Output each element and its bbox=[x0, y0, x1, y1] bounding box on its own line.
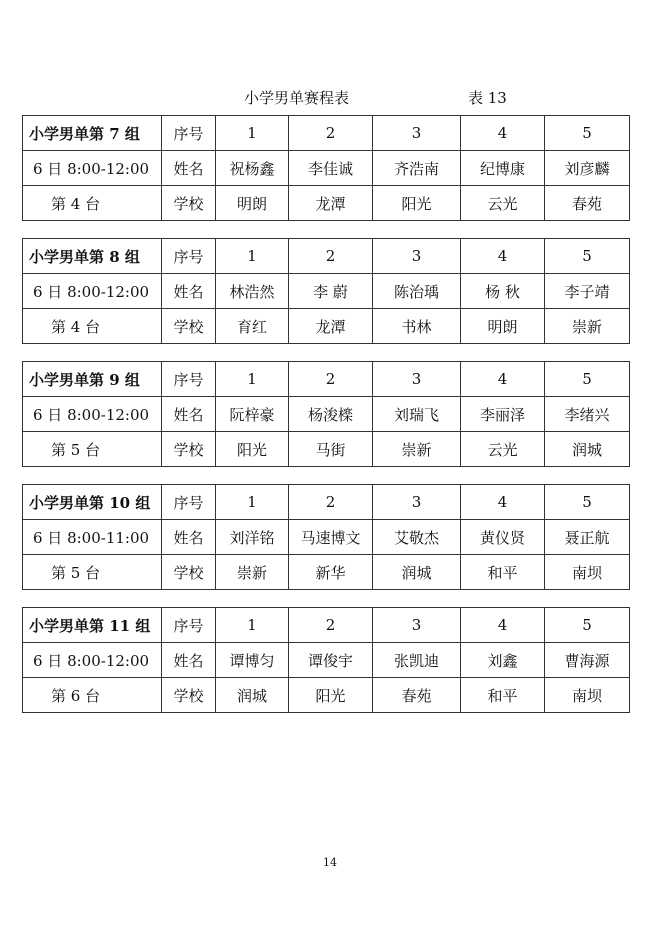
seq-row bbox=[23, 239, 630, 274]
school-row bbox=[23, 309, 630, 344]
seq-cell: 2 bbox=[289, 239, 373, 274]
player-name-cell: 艾敬杰 bbox=[373, 520, 461, 555]
name-label: 姓名 bbox=[162, 274, 216, 309]
school-cell: 润城 bbox=[373, 555, 461, 590]
seq-row bbox=[23, 362, 630, 397]
seq-cell: 1 bbox=[216, 608, 289, 643]
seq-cell: 1 bbox=[216, 362, 289, 397]
page-title: 小学男单赛程表 bbox=[244, 89, 350, 107]
player-name-cell: 黄仪贤 bbox=[461, 520, 545, 555]
seq-cell: 3 bbox=[373, 608, 461, 643]
player-name-cell: 李绪兴 bbox=[545, 397, 630, 432]
seq-label: 序号 bbox=[162, 608, 216, 643]
player-name-cell: 祝杨鑫 bbox=[216, 151, 289, 186]
group-title: 小学男单第 10 组 bbox=[23, 485, 162, 520]
player-name-cell: 刘彦麟 bbox=[545, 151, 630, 186]
seq-cell: 4 bbox=[461, 608, 545, 643]
player-name-cell: 李丽泽 bbox=[461, 397, 545, 432]
player-name-cell: 杨 秋 bbox=[461, 274, 545, 309]
table-location: 第 4 台 bbox=[23, 309, 162, 344]
player-name-cell: 李子靖 bbox=[545, 274, 630, 309]
player-name-cell: 张凯迪 bbox=[373, 643, 461, 678]
table-location: 第 5 台 bbox=[23, 432, 162, 467]
name-row bbox=[23, 643, 630, 678]
group-table bbox=[22, 484, 630, 590]
player-name-cell: 谭博匀 bbox=[216, 643, 289, 678]
school-cell: 春苑 bbox=[545, 186, 630, 221]
seq-cell: 3 bbox=[373, 485, 461, 520]
seq-cell: 1 bbox=[216, 116, 289, 151]
school-cell: 崇新 bbox=[373, 432, 461, 467]
player-name-cell: 聂正航 bbox=[545, 520, 630, 555]
school-cell: 龙潭 bbox=[289, 309, 373, 344]
seq-cell: 1 bbox=[216, 485, 289, 520]
player-name-cell: 马速博文 bbox=[289, 520, 373, 555]
match-time: 6 日 8:00-12:00 bbox=[23, 274, 162, 309]
player-name-cell: 刘鑫 bbox=[461, 643, 545, 678]
seq-label: 序号 bbox=[162, 485, 216, 520]
seq-cell: 4 bbox=[461, 239, 545, 274]
name-label: 姓名 bbox=[162, 151, 216, 186]
school-cell: 书林 bbox=[373, 309, 461, 344]
seq-cell: 5 bbox=[545, 608, 630, 643]
school-cell: 新华 bbox=[289, 555, 373, 590]
match-time: 6 日 8:00-11:00 bbox=[23, 520, 162, 555]
table-number: 表 13 bbox=[468, 89, 507, 107]
school-cell: 崇新 bbox=[216, 555, 289, 590]
school-cell: 明朗 bbox=[216, 186, 289, 221]
table-location: 第 5 台 bbox=[23, 555, 162, 590]
school-cell: 阳光 bbox=[373, 186, 461, 221]
player-name-cell: 陈治瑀 bbox=[373, 274, 461, 309]
name-row bbox=[23, 520, 630, 555]
school-row bbox=[23, 555, 630, 590]
seq-cell: 5 bbox=[545, 362, 630, 397]
group-title: 小学男单第 9 组 bbox=[23, 362, 162, 397]
school-cell: 和平 bbox=[461, 678, 545, 713]
seq-cell: 2 bbox=[289, 608, 373, 643]
seq-cell: 5 bbox=[545, 485, 630, 520]
group-title: 小学男单第 8 组 bbox=[23, 239, 162, 274]
seq-row bbox=[23, 116, 630, 151]
table-location: 第 6 台 bbox=[23, 678, 162, 713]
seq-cell: 4 bbox=[461, 116, 545, 151]
seq-cell: 2 bbox=[289, 362, 373, 397]
school-cell: 阳光 bbox=[216, 432, 289, 467]
school-cell: 和平 bbox=[461, 555, 545, 590]
school-cell: 崇新 bbox=[545, 309, 630, 344]
school-label: 学校 bbox=[162, 678, 216, 713]
player-name-cell: 李 蔚 bbox=[289, 274, 373, 309]
school-label: 学校 bbox=[162, 432, 216, 467]
school-cell: 南坝 bbox=[545, 678, 630, 713]
name-label: 姓名 bbox=[162, 643, 216, 678]
group-title: 小学男单第 11 组 bbox=[23, 608, 162, 643]
school-row bbox=[23, 186, 630, 221]
seq-cell: 1 bbox=[216, 239, 289, 274]
player-name-cell: 谭俊宇 bbox=[289, 643, 373, 678]
school-cell: 春苑 bbox=[373, 678, 461, 713]
name-row bbox=[23, 274, 630, 309]
school-cell: 育红 bbox=[216, 309, 289, 344]
seq-cell: 3 bbox=[373, 362, 461, 397]
school-cell: 马街 bbox=[289, 432, 373, 467]
table-location: 第 4 台 bbox=[23, 186, 162, 221]
player-name-cell: 林浩然 bbox=[216, 274, 289, 309]
seq-cell: 4 bbox=[461, 485, 545, 520]
group-table bbox=[22, 607, 630, 713]
group-table bbox=[22, 361, 630, 467]
player-name-cell: 刘瑞飞 bbox=[373, 397, 461, 432]
school-cell: 云光 bbox=[461, 186, 545, 221]
name-label: 姓名 bbox=[162, 397, 216, 432]
player-name-cell: 齐浩南 bbox=[373, 151, 461, 186]
match-time: 6 日 8:00-12:00 bbox=[23, 643, 162, 678]
school-label: 学校 bbox=[162, 309, 216, 344]
school-label: 学校 bbox=[162, 555, 216, 590]
seq-cell: 2 bbox=[289, 485, 373, 520]
group-table bbox=[22, 238, 630, 344]
seq-cell: 2 bbox=[289, 116, 373, 151]
school-row bbox=[23, 678, 630, 713]
player-name-cell: 阮梓豪 bbox=[216, 397, 289, 432]
school-cell: 润城 bbox=[216, 678, 289, 713]
player-name-cell: 曹海源 bbox=[545, 643, 630, 678]
player-name-cell: 刘洋铭 bbox=[216, 520, 289, 555]
page-header bbox=[0, 87, 660, 109]
school-cell: 龙潭 bbox=[289, 186, 373, 221]
seq-cell: 5 bbox=[545, 116, 630, 151]
player-name-cell: 李佳诚 bbox=[289, 151, 373, 186]
school-cell: 润城 bbox=[545, 432, 630, 467]
school-cell: 云光 bbox=[461, 432, 545, 467]
match-time: 6 日 8:00-12:00 bbox=[23, 151, 162, 186]
seq-cell: 3 bbox=[373, 239, 461, 274]
player-name-cell: 纪博康 bbox=[461, 151, 545, 186]
name-label: 姓名 bbox=[162, 520, 216, 555]
school-row bbox=[23, 432, 630, 467]
seq-cell: 3 bbox=[373, 116, 461, 151]
group-table bbox=[22, 115, 630, 221]
seq-label: 序号 bbox=[162, 362, 216, 397]
seq-cell: 5 bbox=[545, 239, 630, 274]
name-row bbox=[23, 397, 630, 432]
school-cell: 明朗 bbox=[461, 309, 545, 344]
seq-cell: 4 bbox=[461, 362, 545, 397]
seq-label: 序号 bbox=[162, 116, 216, 151]
school-cell: 南坝 bbox=[545, 555, 630, 590]
seq-label: 序号 bbox=[162, 239, 216, 274]
seq-row bbox=[23, 608, 630, 643]
school-label: 学校 bbox=[162, 186, 216, 221]
player-name-cell: 杨浚檪 bbox=[289, 397, 373, 432]
seq-row bbox=[23, 485, 630, 520]
page-number: 14 bbox=[323, 856, 337, 869]
match-time: 6 日 8:00-12:00 bbox=[23, 397, 162, 432]
group-title: 小学男单第 7 组 bbox=[23, 116, 162, 151]
name-row bbox=[23, 151, 630, 186]
school-cell: 阳光 bbox=[289, 678, 373, 713]
